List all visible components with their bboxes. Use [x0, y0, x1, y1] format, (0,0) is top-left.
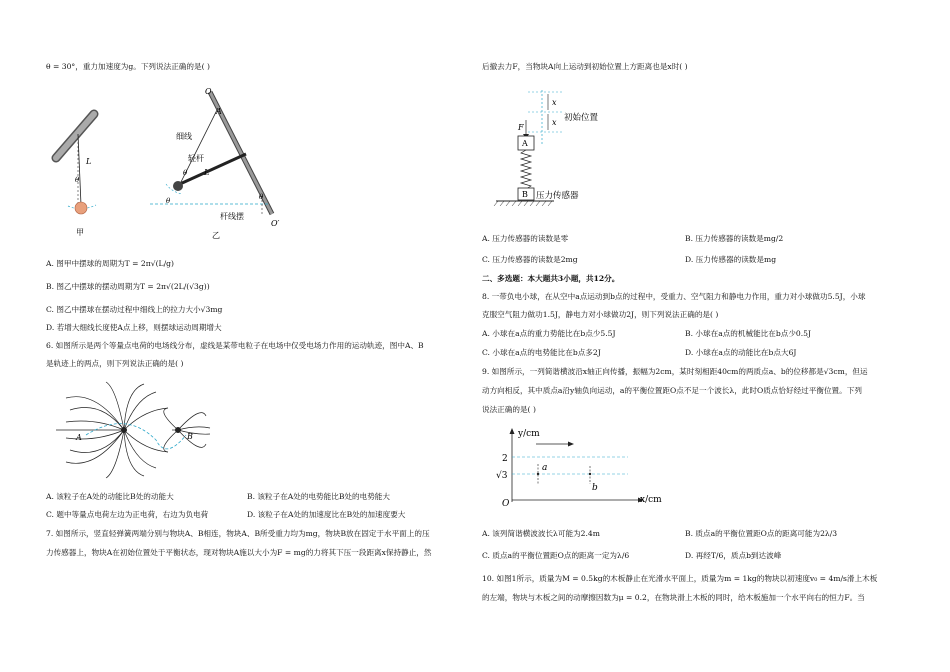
label-A-field: A	[76, 433, 82, 442]
figure-electric-field	[56, 380, 216, 480]
label-thin-line: 细线	[176, 132, 192, 141]
figure-wave	[490, 426, 680, 508]
q6-line2: 是轨迹上的两点，则下列说法正确的是( )	[46, 359, 184, 368]
q9-option-a: A. 该列简谐横波波长λ可能为2.4m	[482, 529, 600, 538]
label-pole: 杆线摆	[220, 212, 244, 221]
q6-option-c: C. 题中等量点电荷左边为正电荷，右边为负电荷	[46, 510, 209, 519]
figure-yi	[150, 86, 290, 241]
label-light-rod: 轻杆	[188, 154, 204, 163]
q7-option-a: A. 压力传感器的读数是零	[482, 234, 569, 243]
q8-line2: 克服空气阻力做功1.5J，静电力对小球做功2J，则下列说法正确的是( )	[482, 310, 719, 319]
spring	[521, 150, 531, 189]
ball-yi	[173, 181, 183, 191]
q7-line3: 后撤去力F，当物块A向上运动到初始位置上方距离也是x时( )	[482, 62, 688, 71]
q5-option-a: A. 图甲中摆球的周期为T = 2π√(L/g)	[46, 259, 174, 268]
left-charge	[121, 427, 127, 433]
q9-option-b: B. 质点a的平衡位置距O点的距离可能为2λ/3	[685, 529, 838, 538]
q9-option-d: D. 再经T/6，质点b到达波峰	[685, 551, 782, 560]
q5-intro: θ = 30°，重力加速度为g。下列说法正确的是( )	[46, 62, 210, 71]
q8-option-c: C. 小球在a点的电势能比在b点多2J	[482, 348, 601, 357]
q7-option-b: B. 压力传感器的读数是mg/2	[685, 234, 784, 243]
label-ysqrt3: √3	[496, 471, 508, 481]
label-F: F	[518, 123, 524, 132]
label-Oprime: O′	[271, 219, 280, 228]
label-sensor: 压力传感器	[536, 191, 579, 201]
q7-line1: 7. 如图所示，竖直轻弹簧两端分别与物块A、B相连，物块A、B所受重力均为mg，物块B放在固定于水平面上的压	[46, 529, 430, 538]
label-x2: x	[552, 118, 557, 127]
q6-line1: 6. 如图所示是两个等量点电荷的电场线分布，虚线是某带电粒子在电场中仅受电场力作用的运动轨迹，图中A、B	[46, 341, 424, 350]
caption-yi: 乙	[212, 231, 220, 240]
caption-jia: 甲	[76, 228, 84, 237]
label-A: A	[216, 107, 222, 116]
q9-line3: 说法正确的是( )	[482, 405, 536, 414]
q8-option-d: D. 小球在a点的动能比在b点大6J	[685, 348, 797, 357]
label-x1: x	[552, 98, 557, 107]
label-xlabel: x/cm	[640, 495, 662, 505]
label-b: b	[592, 483, 598, 493]
q8-option-a: A. 小球在a点的重力势能比在b点少5.5J	[482, 329, 616, 338]
q7-line2: 力传感器上，物块A在初始位置处于平衡状态，现对物块A施以大小为F = mg的力将其下压一段距离x保持静止，然	[46, 548, 432, 557]
pendulum-string	[78, 134, 81, 205]
label-origin: O	[502, 499, 510, 509]
q10-line2: 的左端，物块与木板之间的动摩擦因数为μ = 0.2，在物块滑上木板的同时，给木板施加一个水平向右的恒力F。当	[482, 593, 865, 602]
q10-line1: 10. 如图1所示，质量为M = 0.5kg的木板静止在光滑水平面上，质量为m = 1kg的物块以初速度v₀ = 4m/s滑上木板	[482, 574, 878, 583]
label-init-position: 初始位置	[564, 113, 599, 123]
q5-option-d: D. 若增大细线长度使A点上移，则摆球运动周期增大	[46, 323, 222, 332]
section-2-heading: 二、多选题：本大题共3小题，共12分。	[482, 274, 620, 283]
right-charge	[175, 427, 181, 433]
q8-line1: 8. 一带负电小球，在从空中a点运动到b点的过程中，受重力、空气阻力和静电力作用，重力对小球做功5.5J，小球	[482, 292, 866, 301]
figure-jia	[46, 110, 116, 240]
label-y2: 2	[502, 454, 508, 464]
q7-option-d: D. 压力传感器的读数是mg	[685, 255, 777, 264]
label-block-B: B	[522, 190, 528, 199]
label-a: a	[542, 463, 548, 473]
q5-option-c: C. 图乙中摆球在摆动过程中细线上的拉力大小√3mg	[46, 305, 223, 314]
q6-option-a: A. 该粒子在A处的动能比B处的动能大	[46, 492, 174, 501]
label-theta: θ	[75, 176, 80, 184]
label-L: L	[86, 157, 92, 166]
q9-option-c: C. 质点a的平衡位置距O点的距离一定为λ/6	[482, 551, 630, 560]
pendulum-ball	[75, 202, 87, 214]
label-ylabel: y/cm	[518, 429, 540, 439]
q9-line1: 9. 如图所示，一列简谐横波沿x轴正向传播，振幅为2cm，某时刻相距40cm的两质点a、b的位移都是√3cm，但运	[482, 367, 868, 376]
label-B-field: B	[187, 432, 193, 441]
q7-option-c: C. 压力传感器的读数是2mg	[482, 255, 578, 264]
q6-option-b: B. 该粒子在A处的电势能比B处的电势能大	[247, 492, 390, 501]
figure-spring	[492, 86, 632, 216]
trajectory	[86, 424, 186, 449]
label-theta1: θ	[183, 169, 188, 177]
label-block-A: A	[522, 139, 528, 148]
q5-option-b: B. 图乙中摆球的摆动周期为T = 2π√(2L/(√3g))	[46, 282, 210, 291]
label-theta2: θ	[166, 197, 171, 205]
label-O: O	[205, 87, 212, 96]
label-L-yi: L	[204, 168, 210, 177]
q9-line2: 动方向相反，其中质点a沿y轴负向运动，a的平衡位置距O点不足一个波长λ，此时O质点恰好经过平衡位置。下列	[482, 386, 862, 395]
label-theta3: θ	[259, 193, 264, 201]
q6-option-d: D. 该粒子在A处的加速度比在B处的加速度要大	[247, 510, 406, 519]
q8-option-b: B. 小球在a点的机械能比在b点少0.5J	[685, 329, 812, 338]
